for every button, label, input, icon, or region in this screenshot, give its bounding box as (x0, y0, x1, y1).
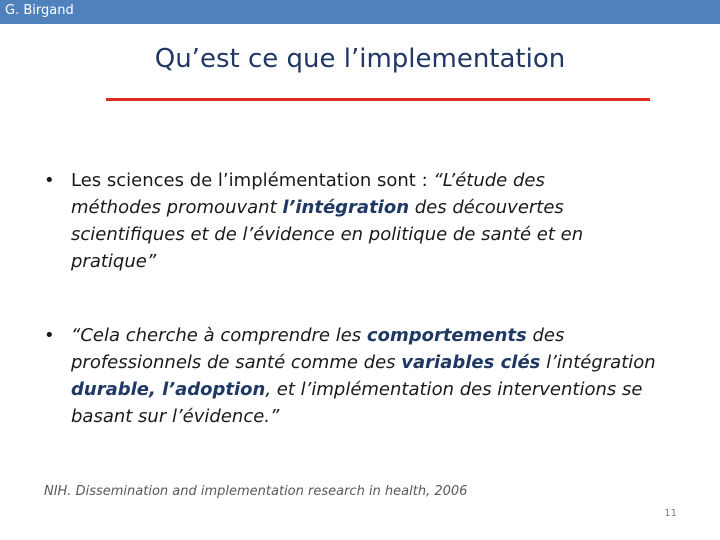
highlighted-term: durable, l’adoption (71, 379, 266, 400)
highlighted-term: comportements (366, 325, 527, 346)
bullet-text (71, 322, 711, 430)
citation: NIH. Dissemination and implementation research in health, 2006 (44, 484, 468, 499)
text-line (71, 322, 711, 349)
text-run: professionnels de santé comme des (71, 352, 402, 373)
slide-title: Qu’est ce que l’implementation (154, 44, 566, 74)
text-line (71, 376, 711, 403)
text-line (71, 221, 711, 248)
text-run: basant sur l’évidence.” (71, 406, 280, 427)
text-line (71, 349, 711, 376)
text-line (71, 167, 711, 194)
text-run: l’intégration (540, 352, 656, 373)
text-line (71, 248, 711, 275)
bullet-marker: • (44, 170, 55, 191)
text-run: “L’étude des (433, 170, 545, 191)
header-bar (0, 0, 720, 24)
text-run: des découvertes (409, 197, 564, 218)
text-run: méthodes promouvant (71, 197, 283, 218)
text-run: Les sciences de l’implémentation sont : (71, 170, 434, 191)
bullet-text (71, 167, 711, 275)
text-line (71, 194, 711, 221)
text-run: pratique” (71, 251, 157, 272)
bullet-marker: • (44, 325, 55, 346)
page-number: 11 (664, 508, 677, 519)
text-line (71, 403, 711, 430)
text-run: , et l’implémentation des interventions se (265, 379, 643, 400)
highlighted-term: variables clés (401, 352, 541, 373)
highlighted-term: l’intégration (282, 197, 410, 218)
text-run: scientifiques et de l’évidence en politique de santé et en (71, 224, 584, 245)
text-run: “Cela cherche à comprendre les (71, 325, 367, 346)
text-run: des (526, 325, 565, 346)
title-underline (106, 98, 650, 101)
author-label: G. Birgand (5, 3, 74, 18)
